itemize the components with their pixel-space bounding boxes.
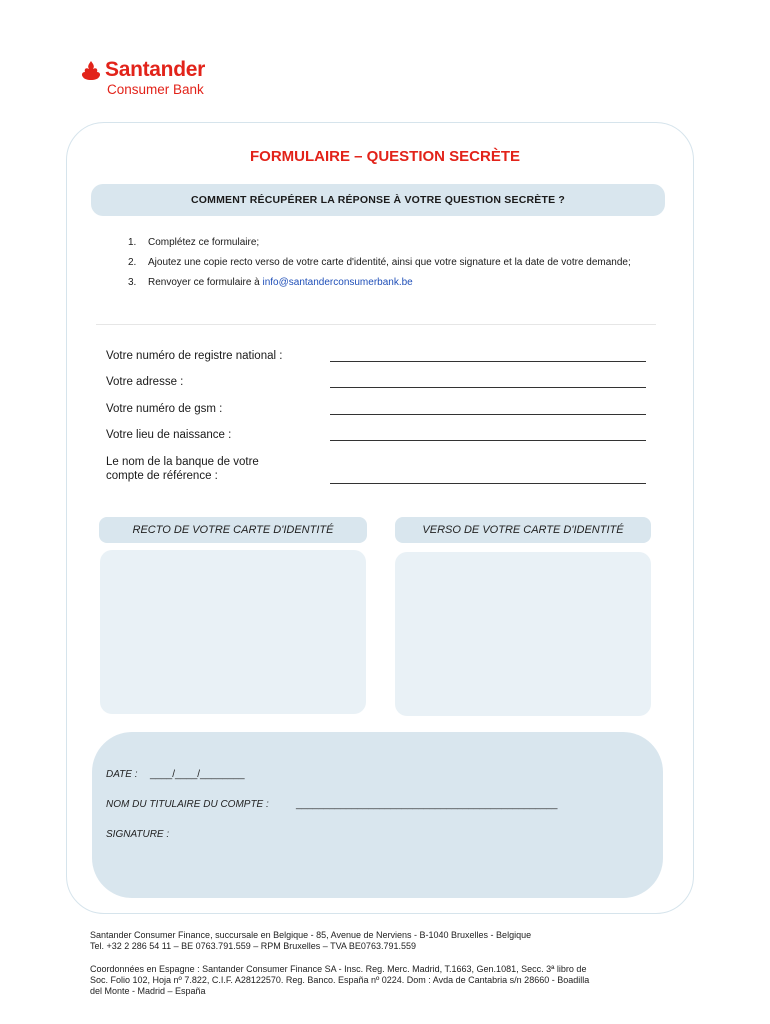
national-register-label: Votre numéro de registre national :	[106, 350, 283, 362]
signature-panel	[92, 732, 663, 898]
divider	[96, 324, 656, 325]
account-holder-label: NOM DU TITULAIRE DU COMPTE :	[106, 799, 269, 810]
brand-name: Santander	[105, 58, 205, 81]
national-register-input[interactable]	[330, 361, 646, 362]
id-front-label: RECTO DE VOTRE CARTE D'IDENTITÉ	[132, 524, 334, 536]
step-text: Ajoutez une copie recto verso de votre carte d'identité, ainsi que votre signature et la date de votre demande;	[148, 257, 631, 268]
brand-subtitle: Consumer Bank	[107, 82, 204, 97]
step-number: 2.	[128, 257, 137, 268]
date-input[interactable]: ____/____/________	[150, 769, 245, 780]
list-item	[128, 236, 648, 250]
id-back-label: VERSO DE VOTRE CARTE D'IDENTITÉ	[422, 524, 624, 536]
gsm-label: Votre numéro de gsm :	[106, 403, 223, 415]
address-input[interactable]	[330, 387, 646, 388]
footer-line: Santander Consumer Finance, succursale en Belgique - 85, Avenue de Nerviens - B-1040 Bruxelles - Belgique	[90, 930, 532, 940]
form-title: FORMULAIRE – QUESTION SECRÈTE	[249, 148, 521, 165]
footer-line: Tel. +32 2 286 54 11 – BE 0763.791.559 – RPM Bruxelles – TVA BE0763.791.559	[90, 941, 416, 951]
santander-logo	[80, 60, 230, 102]
howto-banner	[91, 184, 665, 216]
footer-line: Soc. Folio 102, Hoja nº 7.822, C.I.F. A28122570. Reg. Banco. España nº 0224. Dom : Avda de Cantabria s/n 28660 - Boadilla	[90, 975, 590, 985]
bank-name-label-line1: Le nom de la banque de votre	[106, 456, 259, 468]
address-label: Votre adresse :	[106, 376, 184, 388]
step-number: 1.	[128, 237, 137, 248]
gsm-input[interactable]	[330, 414, 646, 415]
howto-heading: COMMENT RÉCUPÉRER LA RÉPONSE À VOTRE QUESTION SECRÈTE ?	[190, 194, 566, 206]
footer-line: del Monte - Madrid – España	[90, 986, 206, 996]
email-link[interactable]: info@santanderconsumerbank.be	[262, 277, 413, 288]
bank-name-input[interactable]	[330, 483, 646, 484]
step-text: Complétez ce formulaire;	[148, 237, 260, 248]
bank-name-label-line2: compte de référence :	[106, 470, 218, 482]
step-number: 3.	[128, 277, 137, 288]
id-front-header	[99, 517, 367, 543]
list-item	[128, 256, 648, 270]
birthplace-label: Votre lieu de naissance :	[106, 429, 232, 441]
footer-line: Coordonnées en Espagne : Santander Consumer Finance SA - Insc. Reg. Merc. Madrid, T.1663, Gen.1081, Secc. 3ª libro de	[90, 964, 587, 974]
id-back-header	[395, 517, 651, 543]
flame-icon	[80, 60, 102, 82]
account-holder-input[interactable]: _______________________________________________	[296, 799, 558, 810]
date-label: DATE :	[106, 769, 138, 780]
instruction-list	[128, 236, 648, 296]
id-back-upload-area[interactable]	[395, 552, 651, 716]
signature-label: SIGNATURE :	[106, 829, 170, 840]
id-front-upload-area[interactable]	[100, 550, 366, 714]
birthplace-input[interactable]	[330, 440, 646, 441]
list-item	[128, 276, 648, 290]
step-text: Renvoyer ce formulaire à	[148, 277, 263, 288]
